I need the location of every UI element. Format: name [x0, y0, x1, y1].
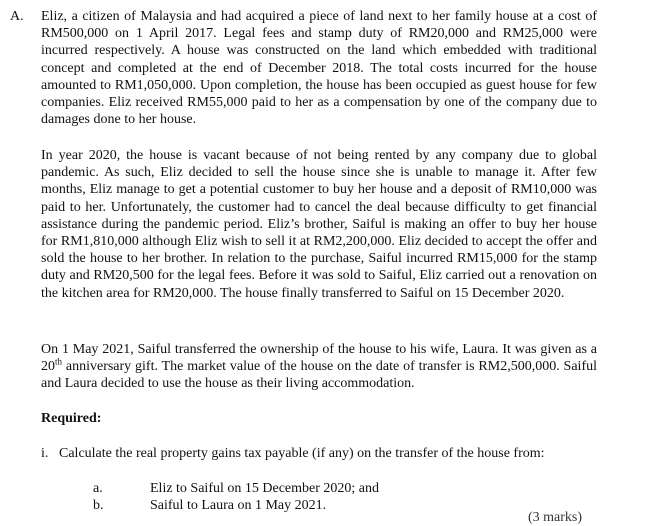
ordinal-superscript: th — [55, 356, 63, 367]
question-label: A. — [10, 9, 24, 24]
instruction-line — [41, 445, 545, 462]
sub-item-b-letter: b. — [93, 498, 104, 513]
sub-item-a-letter: a. — [93, 481, 103, 496]
paragraph-house-sale: In year 2020, the house is vacant because of not being rented by any company due to global pandemic. As such, Eliz decided to sell the house since she is unable to manage it. After few months, Eliz manage to get a potential customer to buy her house and a deposit of RM10,000 was paid to her. Unfortunately, the customer had to cancel the deal because difficulty to get financial assistance during the pandemic period. Eliz’s brother, Saiful is making an offer to buy her house for RM1,810,000 although Eliz wish to sell it at RM2,200,000. Eliz decided to accept the offer and sold the house to her brother. In relation to the purchase, Saiful incurred RM15,000 for the stamp duty and RM20,500 for the legal fees. Before it was sold to Saiful, Eliz carried out a renovation on the kitchen area for RM20,000. The house finally transferred to Saiful on 15 December 2020. — [41, 148, 597, 301]
paragraph-gift-text-start: On 1 May 2021, Saiful transferred the ownership of the house to his wife, Laura. It was given as a 20 — [41, 342, 597, 375]
sub-item-b — [93, 497, 326, 514]
paragraph-gift-text-end: anniversary gift. The market value of the house on the date of transfer is RM2,500,000. Saiful and Laura decided to use the house as their living accommodation. — [41, 359, 597, 392]
required-heading: Required: — [41, 411, 102, 426]
instruction-numeral: i. — [41, 446, 49, 461]
paragraph-gift-transfer — [41, 341, 597, 393]
sub-item-b-text: Saiful to Laura on 1 May 2021. — [150, 498, 327, 513]
marks-allocation: (3 marks) — [528, 510, 583, 525]
sub-item-a-text: Eliz to Saiful on 15 December 2020; and — [150, 481, 379, 496]
instruction-text: Calculate the real property gains tax payable (if any) on the transfer of the house from: — [59, 446, 545, 461]
paragraph-land-acquisition: Eliz, a citizen of Malaysia and had acquired a piece of land next to her family house at a cost of RM500,000 on 1 April 2017. Legal fees and stamp duty of RM20,000 and RM25,000 were incurred respectively. A house was constructed on the land which embedded with traditional concept and completed at the end of December 2018. The total costs incurred for the house amounted to RM1,050,000. Upon completion, the house has been occupied as guest house for few companies. Eliz received RM55,000 paid to her as a compensation by one of the company due to damages done to her house. — [41, 9, 597, 128]
sub-item-a — [93, 480, 379, 497]
